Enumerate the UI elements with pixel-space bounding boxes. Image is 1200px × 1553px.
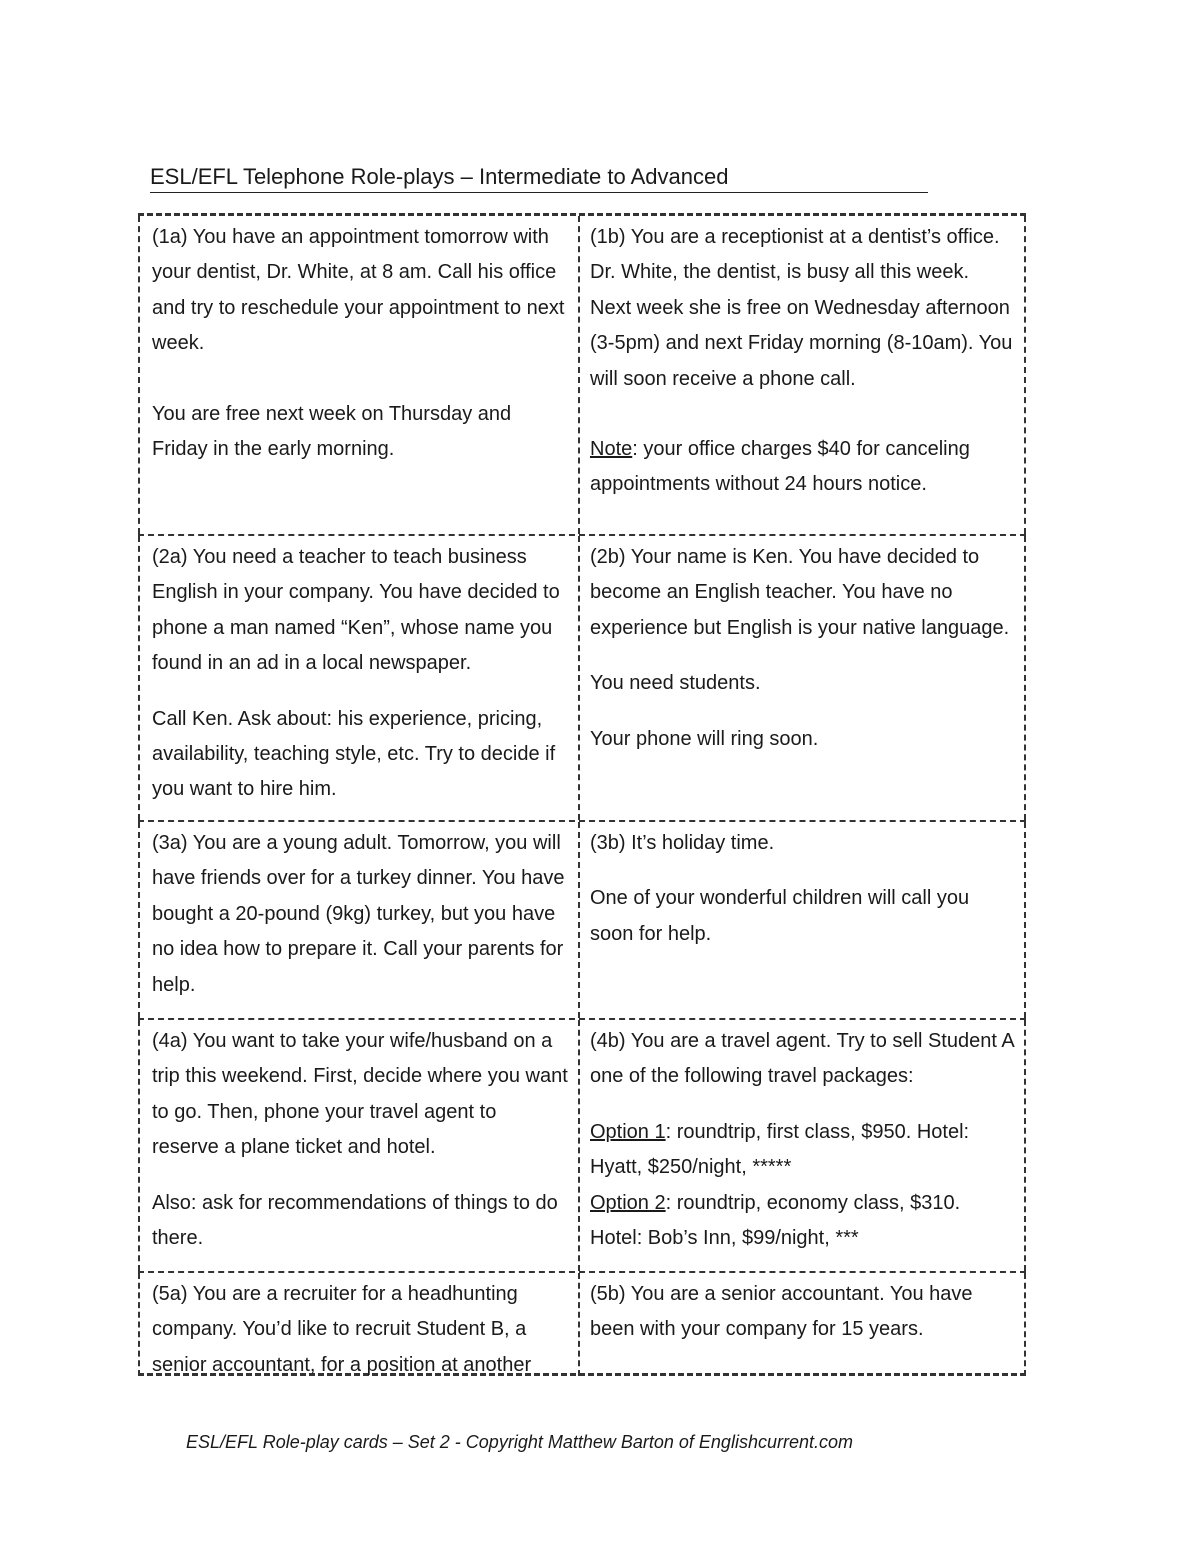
card-1b (580, 216, 1026, 534)
card-3b-call: One of your wonderful children will call you soon for help. (590, 887, 970, 945)
card-2a-instructions: (2a) You need a teacher to teach business English in your company. You have decided to phone a man named “Ken”, whose name you found in an ad in a local newspaper. (152, 546, 560, 675)
card-row-1 (138, 216, 1026, 534)
card-2a (138, 536, 580, 820)
card-3b (580, 822, 1026, 1018)
card-3a-instructions: (3a) You are a young adult. Tomorrow, you will have friends over for a turkey dinner. You have bought a 20-pound (9kg) turkey, but you have no idea how to prepare it. Call your parents for help. (152, 832, 565, 996)
page-title: ESL/EFL Telephone Role-plays – Intermediate to Advanced (150, 162, 928, 193)
option-1-text: : roundtrip, first class, $950. Hotel: Hyatt, $250/night, ***** (590, 1120, 970, 1179)
note-label: Note (590, 438, 633, 461)
card-4a-instructions: (4a) You want to take your wife/husband on a trip this weekend. First, decide where you want to go. Then, phone your travel agent to reserve a plane ticket and hotel. (152, 1030, 568, 1159)
card-4a-also: Also: ask for recommendations of things to do there. (152, 1191, 558, 1250)
card-1a-instructions: (1a) You have an appointment tomorrow with your dentist, Dr. White, at 8 am. Call his office and try to reschedule your appointment to next week. (152, 226, 565, 355)
card-1b-instructions: (1b) You are a receptionist at a dentist’s office. Dr. White, the dentist, is busy all this week. Next week she is free on Wednesday afternoon (3-5pm) and next Friday morning (8-10am). You will soon receive a phone call. (590, 226, 1013, 390)
card-5b-instructions: (5b) You are a senior accountant. You have been with your company for 15 years. (590, 1283, 973, 1341)
card-5a (138, 1273, 580, 1376)
option-1-label: Option 1 (590, 1120, 666, 1143)
card-1a-availability: You are free next week on Thursday and Friday in the early morning. (152, 402, 512, 461)
card-1a (138, 216, 580, 534)
card-2b-instructions: (2b) Your name is Ken. You have decided to become an English teacher. You have no experience but English is your native language. (590, 546, 1010, 639)
card-4b (580, 1020, 1026, 1271)
card-2b (580, 536, 1026, 820)
card-row-2 (138, 534, 1026, 820)
card-5a-instructions: (5a) You are a recruiter for a headhunting company. You’d like to recruit Student B, a senior accountant, for a position at another (152, 1283, 532, 1376)
card-row-3 (138, 820, 1026, 1018)
option-2-label: Option 2 (590, 1191, 666, 1214)
card-2a-task: Call Ken. Ask about: his experience, pricing, availability, teaching style, etc. Try to decide if you want to hire him. (152, 707, 556, 801)
card-1b-note (590, 432, 1014, 503)
card-3b-instructions: (3b) It’s holiday time. (590, 832, 775, 854)
card-4b-option-1 (590, 1115, 1014, 1186)
card-row-5 (138, 1271, 1026, 1376)
page-footer: ESL/EFL Role-play cards – Set 2 - Copyright Matthew Barton of Englishcurrent.com (186, 1432, 853, 1452)
card-5b (580, 1273, 1026, 1376)
option-2-text: : roundtrip, economy class, $310. Hotel: Bob’s Inn, $99/night, *** (590, 1191, 961, 1250)
card-2b-phone: Your phone will ring soon. (590, 727, 819, 750)
card-4b-option-2 (590, 1186, 1014, 1257)
card-2b-need: You need students. (590, 672, 761, 695)
card-row-4 (138, 1018, 1026, 1271)
note-text: : your office charges $40 for canceling appointments without 24 hours notice. (590, 438, 970, 496)
roleplay-card-grid (138, 213, 1026, 1376)
card-4a (138, 1020, 580, 1271)
card-3a (138, 822, 580, 1018)
card-4b-instructions: (4b) You are a travel agent. Try to sell Student A one of the following travel packages: (590, 1030, 1014, 1088)
